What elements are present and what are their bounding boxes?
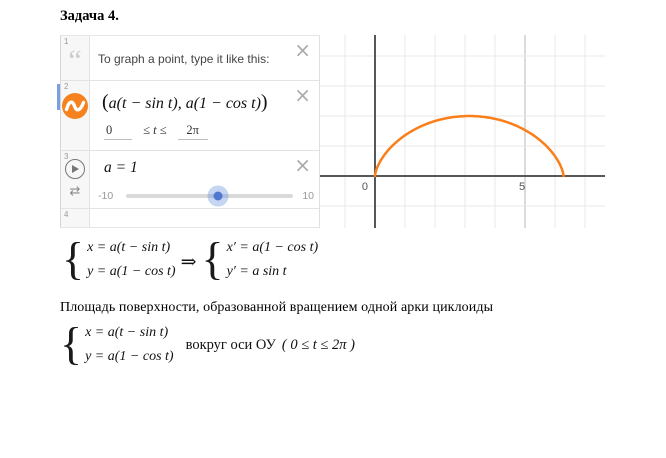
row-gutter	[61, 36, 90, 80]
slider-track[interactable]	[126, 194, 293, 198]
range-label: ≤ t ≤	[143, 123, 167, 137]
slider-max-label[interactable]: 10	[302, 190, 314, 202]
system-parametric	[62, 233, 176, 284]
row-number: 4	[64, 210, 69, 219]
expression-row-point	[61, 81, 319, 151]
expression-panel	[60, 35, 320, 228]
equation-line: x′ = a(1 − cos t)	[226, 240, 319, 255]
graph-paper[interactable]	[320, 35, 605, 228]
empty-expression-cell[interactable]	[90, 209, 319, 227]
formula-open-paren: (	[102, 91, 109, 113]
expression-row-note	[61, 36, 319, 81]
row-number: 3	[64, 152, 69, 161]
system-cycloid	[60, 318, 174, 369]
equation-line: y = a(1 − cos t)	[87, 264, 176, 279]
slider-expression[interactable]: a = 1	[104, 159, 138, 176]
implies-arrow: ⇒	[180, 251, 197, 273]
range-min-input[interactable]: 0	[104, 123, 132, 140]
note-cell	[90, 36, 319, 80]
rotation-axis-text: вокруг оси ОУ	[185, 336, 276, 353]
slider-min-label[interactable]: -10	[98, 190, 114, 202]
slider	[90, 187, 319, 209]
cycloid-plot[interactable]	[320, 35, 605, 228]
row-number: 2	[64, 82, 69, 91]
slider-handle[interactable]	[213, 192, 222, 201]
expression-row-empty[interactable]	[61, 209, 319, 227]
row-gutter	[61, 209, 90, 227]
equation-line: y = a(1 − cos t)	[85, 349, 174, 364]
point-formula[interactable]	[102, 91, 268, 114]
note-quote-icon: “	[68, 44, 82, 77]
brace-left: {	[201, 233, 224, 284]
task-title: Задача 4.	[60, 8, 119, 24]
svg-text:5: 5	[518, 181, 526, 193]
equation-line: y′ = a sin t	[226, 264, 287, 279]
formula-body: a(t − sin t), a(1 − cos t)	[108, 95, 261, 112]
problem-statement: Площадь поверхности, образованной вращением одной арки циклоиды	[60, 300, 494, 315]
system-derivative	[201, 233, 319, 284]
rotation-axis-note	[186, 337, 355, 354]
desmos-logo-icon	[62, 93, 88, 124]
equation-line: x = a(t − sin t)	[85, 325, 169, 340]
close-icon[interactable]: ×	[294, 83, 311, 107]
equation-derivatives	[62, 233, 319, 284]
desmos-widget	[60, 35, 605, 228]
close-icon[interactable]: ×	[294, 38, 311, 62]
play-icon[interactable]	[65, 159, 85, 179]
formula-close-paren: )	[260, 91, 268, 113]
point-cell	[90, 81, 319, 150]
equation-line: x = a(t − sin t)	[87, 240, 171, 255]
expression-row-slider	[61, 151, 319, 209]
svg-text:0: 0	[361, 181, 368, 193]
note-text: To graph a point, type it like this:	[98, 52, 270, 66]
range-max-input[interactable]: 2π	[178, 123, 208, 140]
row-number: 1	[64, 37, 69, 46]
close-icon[interactable]: ×	[294, 153, 311, 177]
slider-cell	[90, 151, 319, 208]
equation-surface	[60, 318, 355, 369]
loop-direction-icon[interactable]: ⇄	[69, 184, 81, 199]
row-gutter	[61, 151, 90, 208]
parameter-range	[104, 123, 208, 140]
screenshot-edge-artifact	[57, 84, 60, 110]
brace-left: {	[62, 233, 85, 284]
brace-left: {	[60, 318, 83, 369]
row-gutter	[61, 81, 90, 150]
parameter-range-text: ( 0 ≤ t ≤ 2π )	[281, 336, 355, 353]
